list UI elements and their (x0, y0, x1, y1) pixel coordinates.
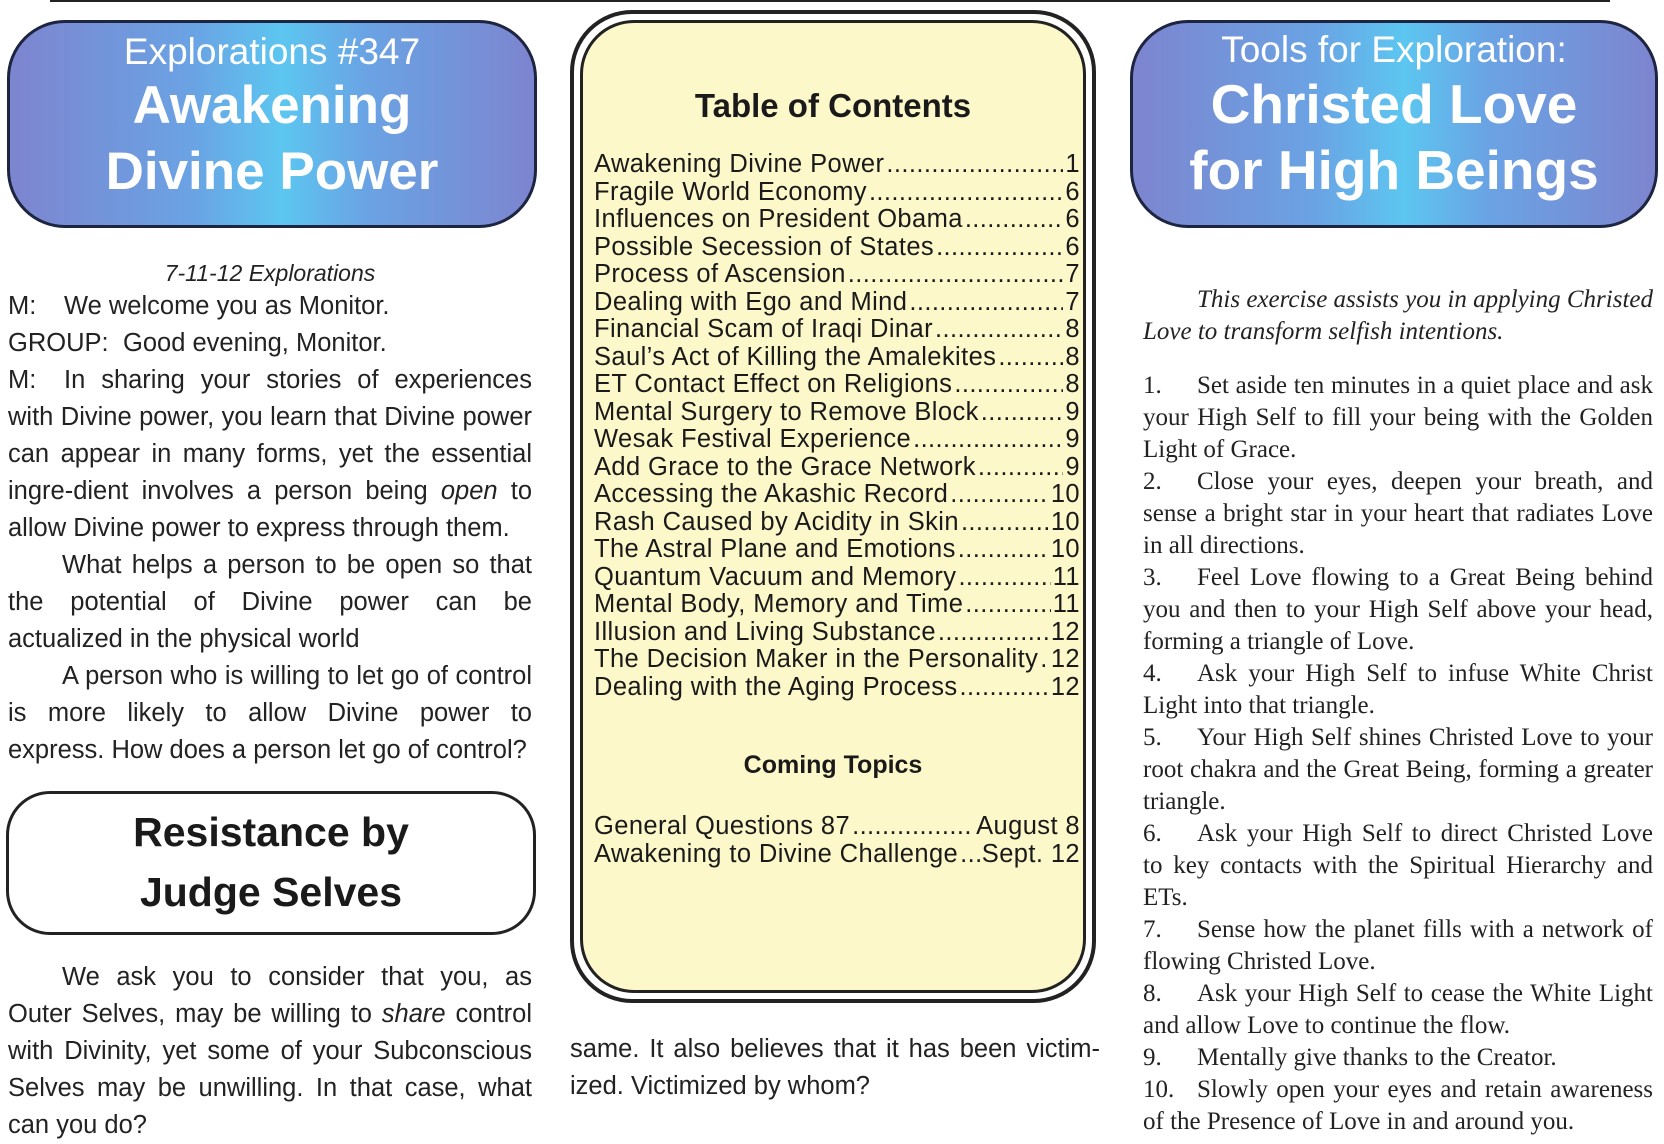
dot-leader (954, 371, 1063, 399)
toc-entry-title: Fragile World Economy (594, 177, 867, 206)
dot-leader (886, 151, 1063, 179)
exercise-step (1143, 1042, 1653, 1074)
dot-leader (958, 564, 1050, 592)
toc-entry (594, 371, 1080, 399)
toc-entry-page: 9 (1065, 425, 1080, 453)
dot-leader (936, 234, 1063, 262)
toc-entry-page: 10 (1050, 480, 1080, 508)
exercise-step (1143, 914, 1653, 978)
step-number: 10. (1143, 1076, 1175, 1103)
explorations-header-box (7, 20, 537, 228)
coming-topics-list (594, 813, 1080, 868)
article-intro (8, 258, 532, 769)
toc-title: Table of Contents (694, 87, 972, 124)
toc-entry-page: 10 (1050, 507, 1080, 536)
toc-entry-title: ET Contact Effect on Religions (594, 370, 953, 398)
step-text: Sense how the planet fills with a network of flowing Christed Love. (1143, 916, 1653, 975)
exercise-title: Christed Love for High Beings (1189, 73, 1599, 201)
toc-entry (594, 344, 1080, 372)
toc-entry (594, 536, 1080, 564)
toc-list (594, 151, 1080, 701)
toc-entry-page: Sept. 12 (981, 839, 1080, 868)
toc-entry-page: 7 (1065, 287, 1080, 316)
top-rule (50, 0, 1610, 2)
step-text: Ask your High Self to cease the White Light and allow Love to continue the flow. (1143, 980, 1653, 1039)
toc-entry-page: 6 (1065, 177, 1080, 206)
step-number: 6. (1143, 820, 1162, 847)
toc-entry (594, 234, 1080, 262)
toc-entry-title: Financial Scam of Iraqi Dinar (594, 315, 933, 343)
dot-leader (909, 289, 1063, 317)
toc-entry (594, 399, 1080, 427)
toc-entry (594, 619, 1080, 647)
toc-entry-title: Dealing with the Aging Process (594, 672, 958, 701)
toc-entry-title: Possible Secession of States (594, 232, 935, 261)
section-title: Resistance by Judge Selves (133, 809, 409, 915)
step-number: 3. (1143, 564, 1162, 591)
toc-entry-page: 10 (1050, 535, 1080, 563)
toc-entry (594, 151, 1080, 179)
dot-leader (978, 454, 1063, 482)
step-text: Your High Self shines Christed Love to your root chakra and the Great Being, forming a greater triangle. (1143, 724, 1653, 815)
toc-entry-title: Add Grace to the Grace Network (594, 452, 976, 481)
dot-leader (852, 813, 974, 841)
exercise-step (1143, 370, 1653, 466)
step-number: 2. (1143, 468, 1162, 495)
toc-entry-page: 6 (1065, 205, 1080, 233)
dot-leader (998, 344, 1063, 372)
toc-entry (594, 316, 1080, 344)
step-text: Mentally give thanks to the Creator. (1197, 1044, 1557, 1071)
paragraph: We ask you to consider that you, as Outer Selves, may be willing to share control with Divinity, yet some of your Subconscious Selves may be unwilling. In that case, what can you do? (8, 963, 532, 1139)
paragraph: What helps a person to be open so that the potential of Divine power can be actualized in the physical world (8, 551, 532, 653)
toc-entry-page: August 8 (976, 812, 1080, 840)
toc-entry (594, 206, 1080, 234)
toc-entry (594, 426, 1080, 454)
dot-leader (965, 206, 1064, 234)
session-date: 7-11-12 Explorations (164, 260, 376, 286)
step-number: 4. (1143, 660, 1162, 687)
step-number: 7. (1143, 916, 1162, 943)
toc-entry-page: 12 (1050, 645, 1080, 673)
step-text: Close your eyes, deepen your breath, and sense a bright star in your heart that radiates Love in all directions. (1143, 468, 1653, 559)
toc-entry-title: Influences on President Obama (594, 205, 963, 233)
exercise-step (1143, 818, 1653, 914)
toc-entry-title: Awakening Divine Power (594, 150, 885, 178)
toc-entry (594, 564, 1080, 592)
continued-text: same. It also believes that it has been victim-ized. Victimized by whom? (570, 1035, 1100, 1100)
dot-leader (958, 536, 1049, 564)
dot-leader (938, 619, 1049, 647)
step-text: Ask your High Self to direct Christed Love to key contacts with the Spiritual Hierarchy and ETs. (1143, 820, 1653, 911)
toc-entry-title: Process of Ascension (594, 260, 846, 288)
toc-entry-title: Rash Caused by Acidity in Skin (594, 507, 959, 536)
toc-entry (594, 813, 1080, 841)
toc-entry-title: Dealing with Ego and Mind (594, 287, 908, 316)
section-heading-box (6, 791, 536, 935)
dot-leader (965, 591, 1050, 619)
toc-entry-page: 1 (1065, 150, 1080, 178)
issue-number: Explorations #347 (123, 31, 421, 72)
toc-entry (594, 289, 1080, 317)
exercise-step (1143, 466, 1653, 562)
exercise-step (1143, 978, 1653, 1042)
toc-entry-page: 11 (1052, 590, 1080, 618)
step-number: 1. (1143, 372, 1162, 399)
toc-entry-title: Saul’s Act of Killing the Amalekites (594, 342, 997, 371)
toc-entry-page: 9 (1065, 397, 1080, 426)
section-body (8, 959, 532, 1144)
toc-entry-page: 12 (1050, 672, 1080, 701)
toc-entry-title: General Questions 87 (594, 812, 851, 840)
exercise-steps (1143, 370, 1653, 1138)
toc-entry-title: Accessing the Akashic Record (594, 480, 949, 508)
toc-entry (594, 179, 1080, 207)
table-of-contents-box (570, 10, 1096, 1003)
step-number: 8. (1143, 980, 1162, 1007)
exercise-step (1143, 1074, 1653, 1138)
dot-leader (913, 426, 1063, 454)
dot-leader (848, 261, 1064, 289)
toc-entry (594, 841, 1080, 869)
toc-entry (594, 646, 1080, 674)
dialogue-line: GROUP: Good evening, Monitor. (8, 329, 387, 357)
toc-entry (594, 481, 1080, 509)
step-text: Slowly open your eyes and retain awareness of the Presence of Love in and around you. (1143, 1076, 1653, 1135)
paragraph: M: In sharing your stories of experiences with Divine power, you learn that Divine power can appear in many forms, yet the essential ingre-dient involves a person being open to allow Divine power to express through them. (8, 366, 532, 542)
exercise-intro: This exercise assists you in applying Christed Love to transform selfish intentions. (1143, 286, 1653, 345)
toc-entry-page: 12 (1050, 617, 1080, 646)
toc-entry-title: Illusion and Living Substance (594, 617, 936, 646)
toc-entry-page: 8 (1065, 342, 1080, 371)
exercise-step (1143, 658, 1653, 722)
tools-header-box (1130, 20, 1658, 228)
toc-entry-title: Mental Body, Memory and Time (594, 590, 964, 618)
coming-topics-title: Coming Topics (743, 751, 923, 779)
toc-entry-title: Quantum Vacuum and Memory (594, 562, 957, 591)
step-number: 5. (1143, 724, 1162, 751)
toc-entry-title: Mental Surgery to Remove Block (594, 397, 979, 426)
exercise-text (1143, 284, 1653, 1138)
dot-leader (935, 316, 1063, 344)
toc-entry-page: 7 (1065, 260, 1080, 288)
toc-entry-page: 6 (1065, 232, 1080, 261)
step-number: 9. (1143, 1044, 1162, 1071)
toc-entry-title: The Decision Maker in the Personality (594, 645, 1039, 673)
article-title: Awakening Divine Power (105, 76, 439, 201)
toc-entry-title: Wesak Festival Experience (594, 425, 912, 453)
toc-entry-page: 8 (1065, 315, 1080, 343)
toc-entry-title: The Astral Plane and Emotions (594, 535, 956, 563)
dot-leader (961, 509, 1049, 537)
toc-entry-page: 9 (1065, 452, 1080, 481)
toc-entry (594, 591, 1080, 619)
toc-entry-page: 8 (1065, 370, 1080, 398)
dot-leader (960, 841, 980, 869)
dot-leader (1040, 646, 1049, 674)
exercise-step (1143, 562, 1653, 658)
step-text: Set aside ten minutes in a quiet place and ask your High Self to fill your being with the Golden Light of Grace. (1143, 372, 1653, 463)
step-text: Ask your High Self to infuse White Christ Light into that triangle. (1143, 660, 1653, 719)
toc-entry-title: Awakening to Divine Challenge (594, 839, 959, 868)
table-of-contents-panel (580, 20, 1086, 993)
tools-label: Tools for Exploration: (1221, 29, 1567, 70)
dot-leader (960, 674, 1049, 702)
paragraph: A person who is willing to let go of control is more likely to allow Divine power to express. How does a person let go of control? (8, 662, 532, 764)
dot-leader (981, 399, 1064, 427)
dialogue-line: M: We welcome you as Monitor. (8, 292, 390, 320)
exercise-step (1143, 722, 1653, 818)
dot-leader (950, 481, 1049, 509)
toc-entry (594, 509, 1080, 537)
dot-leader (869, 179, 1063, 207)
toc-entry-page: 11 (1052, 562, 1080, 591)
toc-entry (594, 261, 1080, 289)
toc-entry (594, 674, 1080, 702)
toc-entry (594, 454, 1080, 482)
step-text: Feel Love flowing to a Great Being behind you and then to your High Self above your head, forming a triangle of Love. (1143, 564, 1653, 655)
